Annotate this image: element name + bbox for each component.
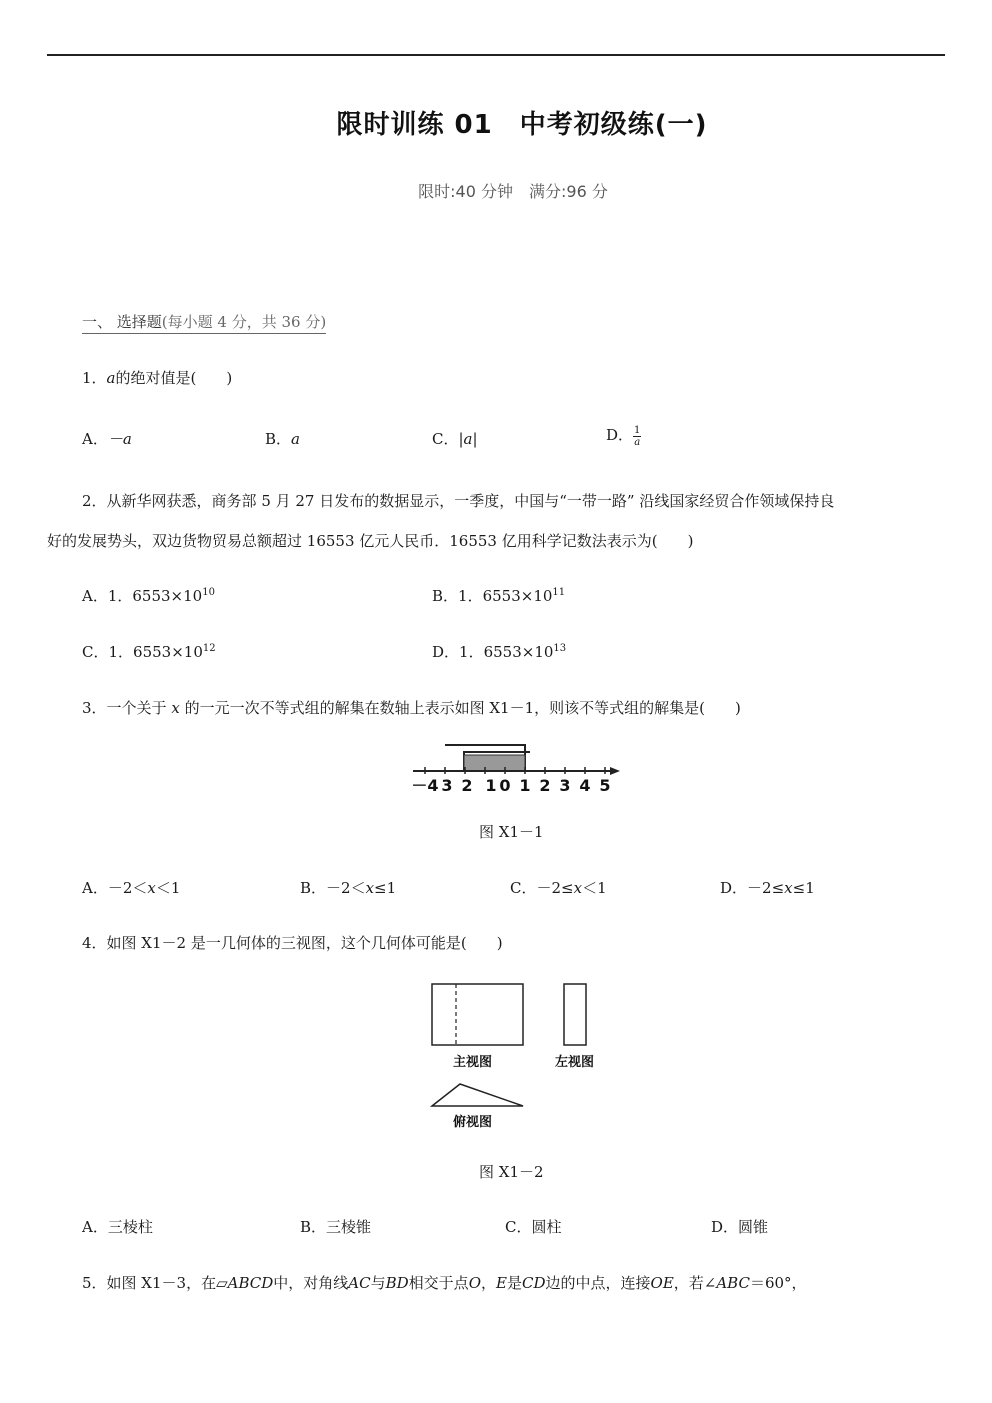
tick-label: 1 — [519, 776, 531, 795]
tick-label: 3 — [559, 776, 571, 795]
figure-caption-x1-2: 图 X1－2 — [479, 1163, 544, 1181]
left-view-label: 左视图 — [555, 1055, 595, 1070]
three-views-figure — [420, 978, 620, 1138]
q3-option-a[interactable]: A．－2＜x＜1 — [82, 879, 181, 897]
q2-option-b[interactable]: B．1．$6553\times 10^{11}$ — [432, 587, 566, 605]
tick-label: －4 — [411, 776, 439, 795]
front-view-label: 主视图 — [453, 1055, 493, 1070]
q2-option-c[interactable]: C．1．$6553\times 10^{12}$ — [82, 643, 216, 661]
q2-option-a[interactable]: A．1．$6553\times 10^{10}$ — [82, 587, 215, 605]
question-1: 1．a的绝对值是( ) — [82, 369, 233, 387]
axis-arrow-icon — [610, 767, 620, 775]
question-2-line-2: 好的发展势头，双边货物贸易总额超过 16553 亿元人民币．16553 亿用科学记数法表示为( ) — [47, 532, 694, 550]
section-label: 一、 选择题 — [82, 313, 162, 331]
tick-label: 3 — [441, 776, 453, 795]
q3-option-b[interactable]: B．－2＜x≤1 — [300, 879, 397, 897]
q3-option-d[interactable]: D．－2≤x≤1 — [720, 879, 815, 897]
fraction: $\frac{1}{a}$ — [634, 424, 641, 448]
section-heading — [82, 311, 326, 334]
q4-option-c[interactable]: C．圆柱 — [505, 1218, 562, 1236]
q1-option-d[interactable]: D． $\frac{1}{a}$ — [606, 424, 641, 448]
tick-label: 5 — [599, 776, 611, 795]
tick-label: 1 — [485, 776, 497, 795]
page-title: 限时训练 01 中考初级练(一) — [336, 110, 708, 140]
q4-option-a[interactable]: A．三棱柱 — [82, 1218, 153, 1236]
q1-option-a[interactable]: A．－a — [82, 430, 132, 448]
number-line-figure — [405, 738, 627, 798]
figure-caption-x1-1: 图 X1－1 — [479, 823, 544, 841]
front-view-rect — [432, 984, 523, 1045]
question-4: 4．如图 X1－2 是一几何体的三视图，这个几何体可能是( ) — [82, 934, 503, 952]
question-3: 3．一个关于 x 的一元一次不等式组的解集在数轴上表示如图 X1－1，则该不等式组的解集是( ) — [82, 699, 741, 717]
q4-option-d[interactable]: D．圆锥 — [711, 1218, 769, 1236]
tick-label: 0 — [499, 776, 511, 795]
q1-option-b[interactable]: B．a — [265, 430, 300, 448]
q3-option-c[interactable]: C．－2≤x＜1 — [510, 879, 607, 897]
header-rule — [47, 54, 945, 56]
tick-label: 2 — [461, 776, 473, 795]
q2-option-d[interactable]: D．1．$6553\times 10^{13}$ — [432, 643, 567, 661]
top-view-label: 俯视图 — [453, 1115, 493, 1130]
top-view-triangle — [432, 1084, 523, 1106]
question-2-line-1: 2．从新华网获悉，商务部 5 月 27 日发布的数据显示，一季度，中国与“一带一路” 沿线国家经贸合作领域保持良 — [82, 492, 835, 510]
time-score-limits: 限时:40 分钟 满分:96 分 — [418, 182, 608, 201]
q1-option-c[interactable]: C．|a| — [432, 430, 478, 448]
solution-shading — [464, 755, 525, 771]
q4-option-b[interactable]: B．三棱锥 — [300, 1218, 372, 1236]
left-view-rect — [564, 984, 586, 1045]
tick-label: 4 — [579, 776, 591, 795]
tick-label: 2 — [539, 776, 551, 795]
question-5: 5．如图 X1－3，在▱ABCD中，对角线AC与BD相交于点O，E是CD边的中点，连接OE，若∠ABC＝60°， — [82, 1274, 807, 1292]
section-note: (每小题 4 分，共 36 分) — [161, 313, 327, 331]
